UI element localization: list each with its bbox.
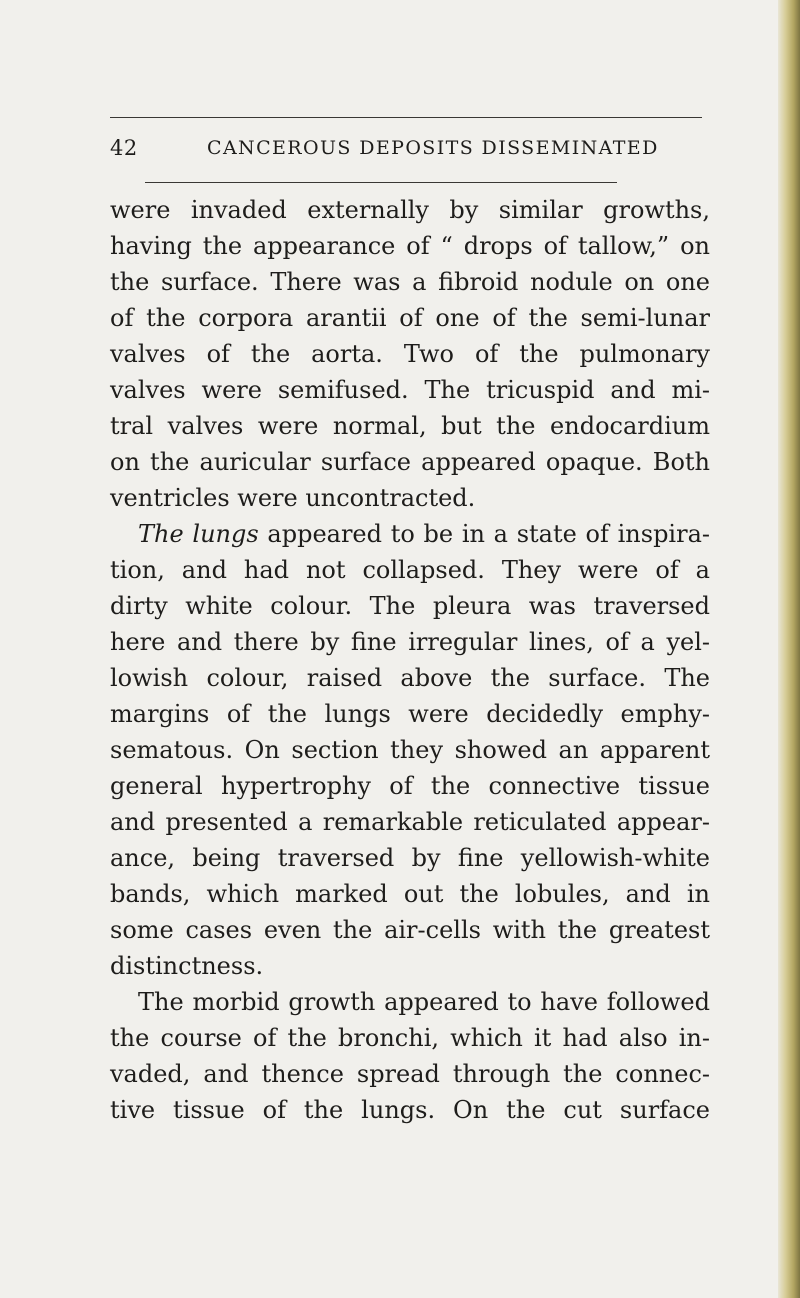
text-line: valves were semifused. The tricuspid and mi- bbox=[110, 376, 710, 404]
text-line: The morbid growth appeared to have followed bbox=[138, 988, 710, 1016]
text-fragment: appeared to be in a state of inspira- bbox=[267, 520, 710, 548]
running-title: CANCEROUS DEPOSITS DISSEMINATED bbox=[207, 137, 659, 159]
header-rule-bottom bbox=[145, 182, 617, 183]
text-line: lowish colour, raised above the surface. The bbox=[110, 664, 710, 692]
text-line: vaded, and thence spread through the connec- bbox=[110, 1060, 710, 1088]
text-line: the surface. There was a fibroid nodule on one bbox=[110, 268, 710, 296]
text-line: tive tissue of the lungs. On the cut surface bbox=[110, 1096, 710, 1124]
text-line: were invaded externally by similar growths, bbox=[110, 196, 710, 224]
text-line: dirty white colour. The pleura was traversed bbox=[110, 592, 710, 620]
text-line: ance, being traversed by fine yellowish-white bbox=[110, 844, 710, 872]
page-edge bbox=[778, 0, 800, 1298]
text-line: distinctness. bbox=[110, 952, 264, 980]
text-line: sematous. On section they showed an apparent bbox=[110, 736, 710, 764]
text-line: tion, and had not collapsed. They were of a bbox=[110, 556, 710, 584]
text-line: and presented a remarkable reticulated appear- bbox=[110, 808, 710, 836]
body-text bbox=[110, 192, 710, 1128]
header-rule-top bbox=[110, 117, 702, 118]
text-line: bands, which marked out the lobules, and in bbox=[110, 880, 710, 908]
text-line: of the corpora arantii of one of the semi-lunar bbox=[110, 304, 710, 332]
text-line bbox=[110, 516, 710, 552]
text-line: some cases even the air-cells with the greatest bbox=[110, 916, 710, 944]
page-number: 42 bbox=[110, 136, 138, 160]
text-line: the course of the bronchi, which it had also in- bbox=[110, 1024, 710, 1052]
text-line: on the auricular surface appeared opaque. Both bbox=[110, 448, 710, 476]
text-line: margins of the lungs were decidedly emphy- bbox=[110, 700, 710, 728]
text-line: having the appearance of “ drops of tallow,” on bbox=[110, 232, 710, 260]
italic-phrase: The lungs bbox=[138, 520, 259, 548]
text-line: general hypertrophy of the connective tissue bbox=[110, 772, 710, 800]
text-line: valves of the aorta. Two of the pulmonary bbox=[110, 340, 710, 368]
text-line: ventricles were uncontracted. bbox=[110, 484, 476, 512]
text-line: here and there by fine irregular lines, of a yel- bbox=[110, 628, 710, 656]
text-line: tral valves were normal, but the endocardium bbox=[110, 412, 710, 440]
